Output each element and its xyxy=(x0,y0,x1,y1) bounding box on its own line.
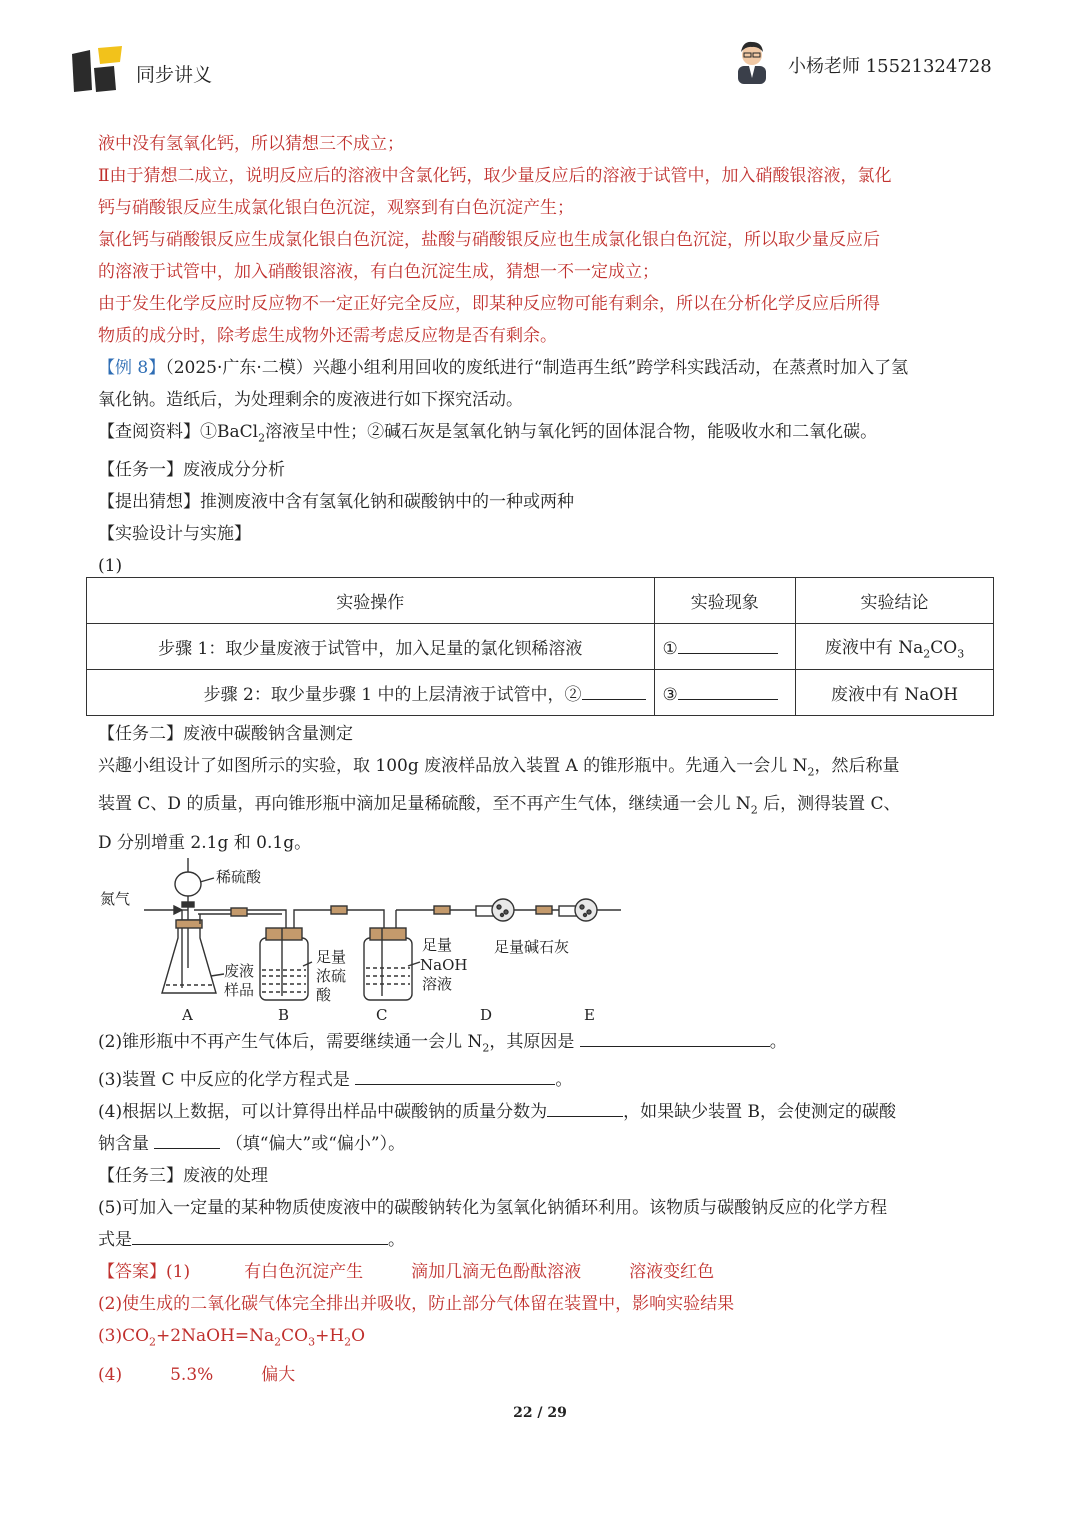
table-row xyxy=(87,624,994,670)
label-d: D xyxy=(480,1006,493,1024)
table-cell: ① xyxy=(654,624,796,670)
experiment-table xyxy=(86,577,994,716)
teacher-avatar-icon xyxy=(732,38,772,84)
label-soda-lime: 足量碱石灰 xyxy=(494,938,570,956)
question-1-label: (1) xyxy=(98,556,123,577)
answer-4: (4) 5.3% 偏大 xyxy=(98,1364,296,1385)
answer-1: 【答案】(1) 有白色沉淀产生 滴加几滴无色酚酞溶液 溶液变红色 xyxy=(98,1262,715,1283)
question-4-cont: 钠含量 （填“偏大”或“偏小”）。 xyxy=(98,1128,988,1160)
question-2: (2)锥形瓶中不再产生气体后，需要继续通一会儿 $N_2$，其原因是 。 xyxy=(98,1026,988,1064)
task-one-title: 【任务一】废液成分分析 xyxy=(98,460,285,481)
answer-line: 液中没有氢氧化钙，所以猜想三不成立； xyxy=(98,134,404,154)
table-cell: 废液中有 NaOH xyxy=(796,670,994,716)
task-two-text: 兴趣小组设计了如图所示的实验，取 100g 废液样品放入装置 A 的锥形瓶中。先通入一会儿 $N_2$，然后称量 xyxy=(98,756,900,779)
reference-info: 【查阅资料】①BaCl$_2$溶液呈中性；②碱石灰是氢氧化钠与氧化钙的固体混合物，能吸收水和二氧化碳。 xyxy=(98,422,878,445)
design-title: 【实验设计与实施】 xyxy=(98,524,251,545)
label-a: A xyxy=(182,1006,193,1024)
label-naoh: 足量 xyxy=(422,936,453,954)
label-sample: 样品 xyxy=(224,981,255,999)
page-number: 22 / 29 xyxy=(513,1405,567,1421)
label-dilute-sulfuric-acid: 稀硫酸 xyxy=(216,868,262,886)
task-two-text: D 分别增重 2.1g 和 0.1g。 xyxy=(98,832,312,853)
label-naoh: NaOH xyxy=(420,956,468,974)
logo-icon xyxy=(70,46,126,94)
label-e: E xyxy=(584,1006,595,1024)
hypothesis: 【提出猜想】推测废液中含有氢氧化钠和碳酸钠中的一种或两种 xyxy=(98,492,574,513)
question-3: (3)装置 C 中反应的化学方程式是 。 xyxy=(98,1064,988,1096)
question-4: (4)根据以上数据，可以计算得出样品中碳酸钠的质量分数为 ，如果缺少装置 B，会使测定的碳酸 xyxy=(98,1096,988,1128)
apparatus-diagram xyxy=(96,848,636,1028)
table-cell: 废液中有 $Na_2CO_3$ xyxy=(796,624,994,670)
task-two xyxy=(98,718,988,859)
table-header: 实验结论 xyxy=(796,578,994,624)
answer-2: (2)使生成的二氧化碳气体完全排出并吸收，防止部分气体留在装置中，影响实验结果 xyxy=(98,1294,735,1315)
label-nitrogen: 氮气 xyxy=(100,890,131,908)
teacher-contact: 小杨老师 15521324728 xyxy=(788,56,992,77)
table-cell: ③ xyxy=(654,670,796,716)
label-c: C xyxy=(376,1006,388,1024)
example-tag: 【例 8】 xyxy=(98,358,166,378)
task-two-title: 【任务二】废液中碳酸钠含量测定 xyxy=(98,724,353,744)
example-intro-2: 氧化钠。造纸后，为处理剩余的废液进行如下探究活动。 xyxy=(98,390,523,410)
answer-3: $(3)CO_2+2NaOH=Na_2CO_3+H_2O$ xyxy=(98,1326,366,1349)
table-cell: 步骤 2：取少量步骤 1 中的上层清液于试管中，② xyxy=(87,670,655,716)
label-conc-h2so4: 酸 xyxy=(316,986,332,1004)
content xyxy=(98,128,988,582)
task-two-text: 装置 C、D 的质量，再向锥形瓶中滴加足量稀硫酸，至不再产生气体，继续通一会儿 $N_2$ 后，测得装置 C、 xyxy=(98,794,901,817)
question-5: (5)可加入一定量的某种物质使废液中的碳酸钠转化为氢氧化钠循环利用。该物质与碳酸钠反应的化学方程 xyxy=(98,1198,888,1219)
question-5-cont: 式是 。 xyxy=(98,1224,988,1256)
label-conc-h2so4: 浓硫 xyxy=(316,967,347,985)
table-header-row xyxy=(87,578,994,624)
questions xyxy=(98,1026,988,1391)
answer-line: 氯化钙与硝酸银反应生成氯化银白色沉淀，盐酸与硝酸银反应也生成氯化银白色沉淀，所以取少量反应后 xyxy=(98,230,880,250)
answer-line: 物质的成分时，除考虑生成物外还需考虑反应物是否有剩余。 xyxy=(98,326,557,346)
label-naoh: 溶液 xyxy=(422,975,453,993)
task-three-title: 【任务三】废液的处理 xyxy=(98,1166,268,1187)
answer-line: 的溶液于试管中，加入硝酸银溶液，有白色沉淀生成，猜想一不一定成立； xyxy=(98,262,659,282)
table-row xyxy=(87,670,994,716)
label-b: B xyxy=(278,1006,290,1024)
answer-line: 钙与硝酸银反应生成氯化银白色沉淀，观察到有白色沉淀产生； xyxy=(98,198,574,218)
table-header: 实验现象 xyxy=(654,578,796,624)
example-intro: 【例 8】（2025·广东·二模）兴趣小组利用回收的废纸进行“制造再生纸”跨学科实践活动，在蒸煮时加入了氢 xyxy=(98,358,909,378)
label-waste: 废液 xyxy=(224,962,255,980)
answer-line: Ⅱ由于猜想二成立，说明反应后的溶液中含氯化钙，取少量反应后的溶液于试管中，加入硝酸银溶液，氯化 xyxy=(98,166,892,186)
header-title: 同步讲义 xyxy=(136,64,213,86)
label-conc-h2so4: 足量 xyxy=(316,948,347,966)
table-header: 实验操作 xyxy=(87,578,655,624)
table-cell: 步骤 1：取少量废液于试管中，加入足量的氯化钡稀溶液 xyxy=(87,624,655,670)
answer-line: 由于发生化学反应时反应物不一定正好完全反应，即某种反应物可能有剩余，所以在分析化学反应后所得 xyxy=(98,294,880,314)
